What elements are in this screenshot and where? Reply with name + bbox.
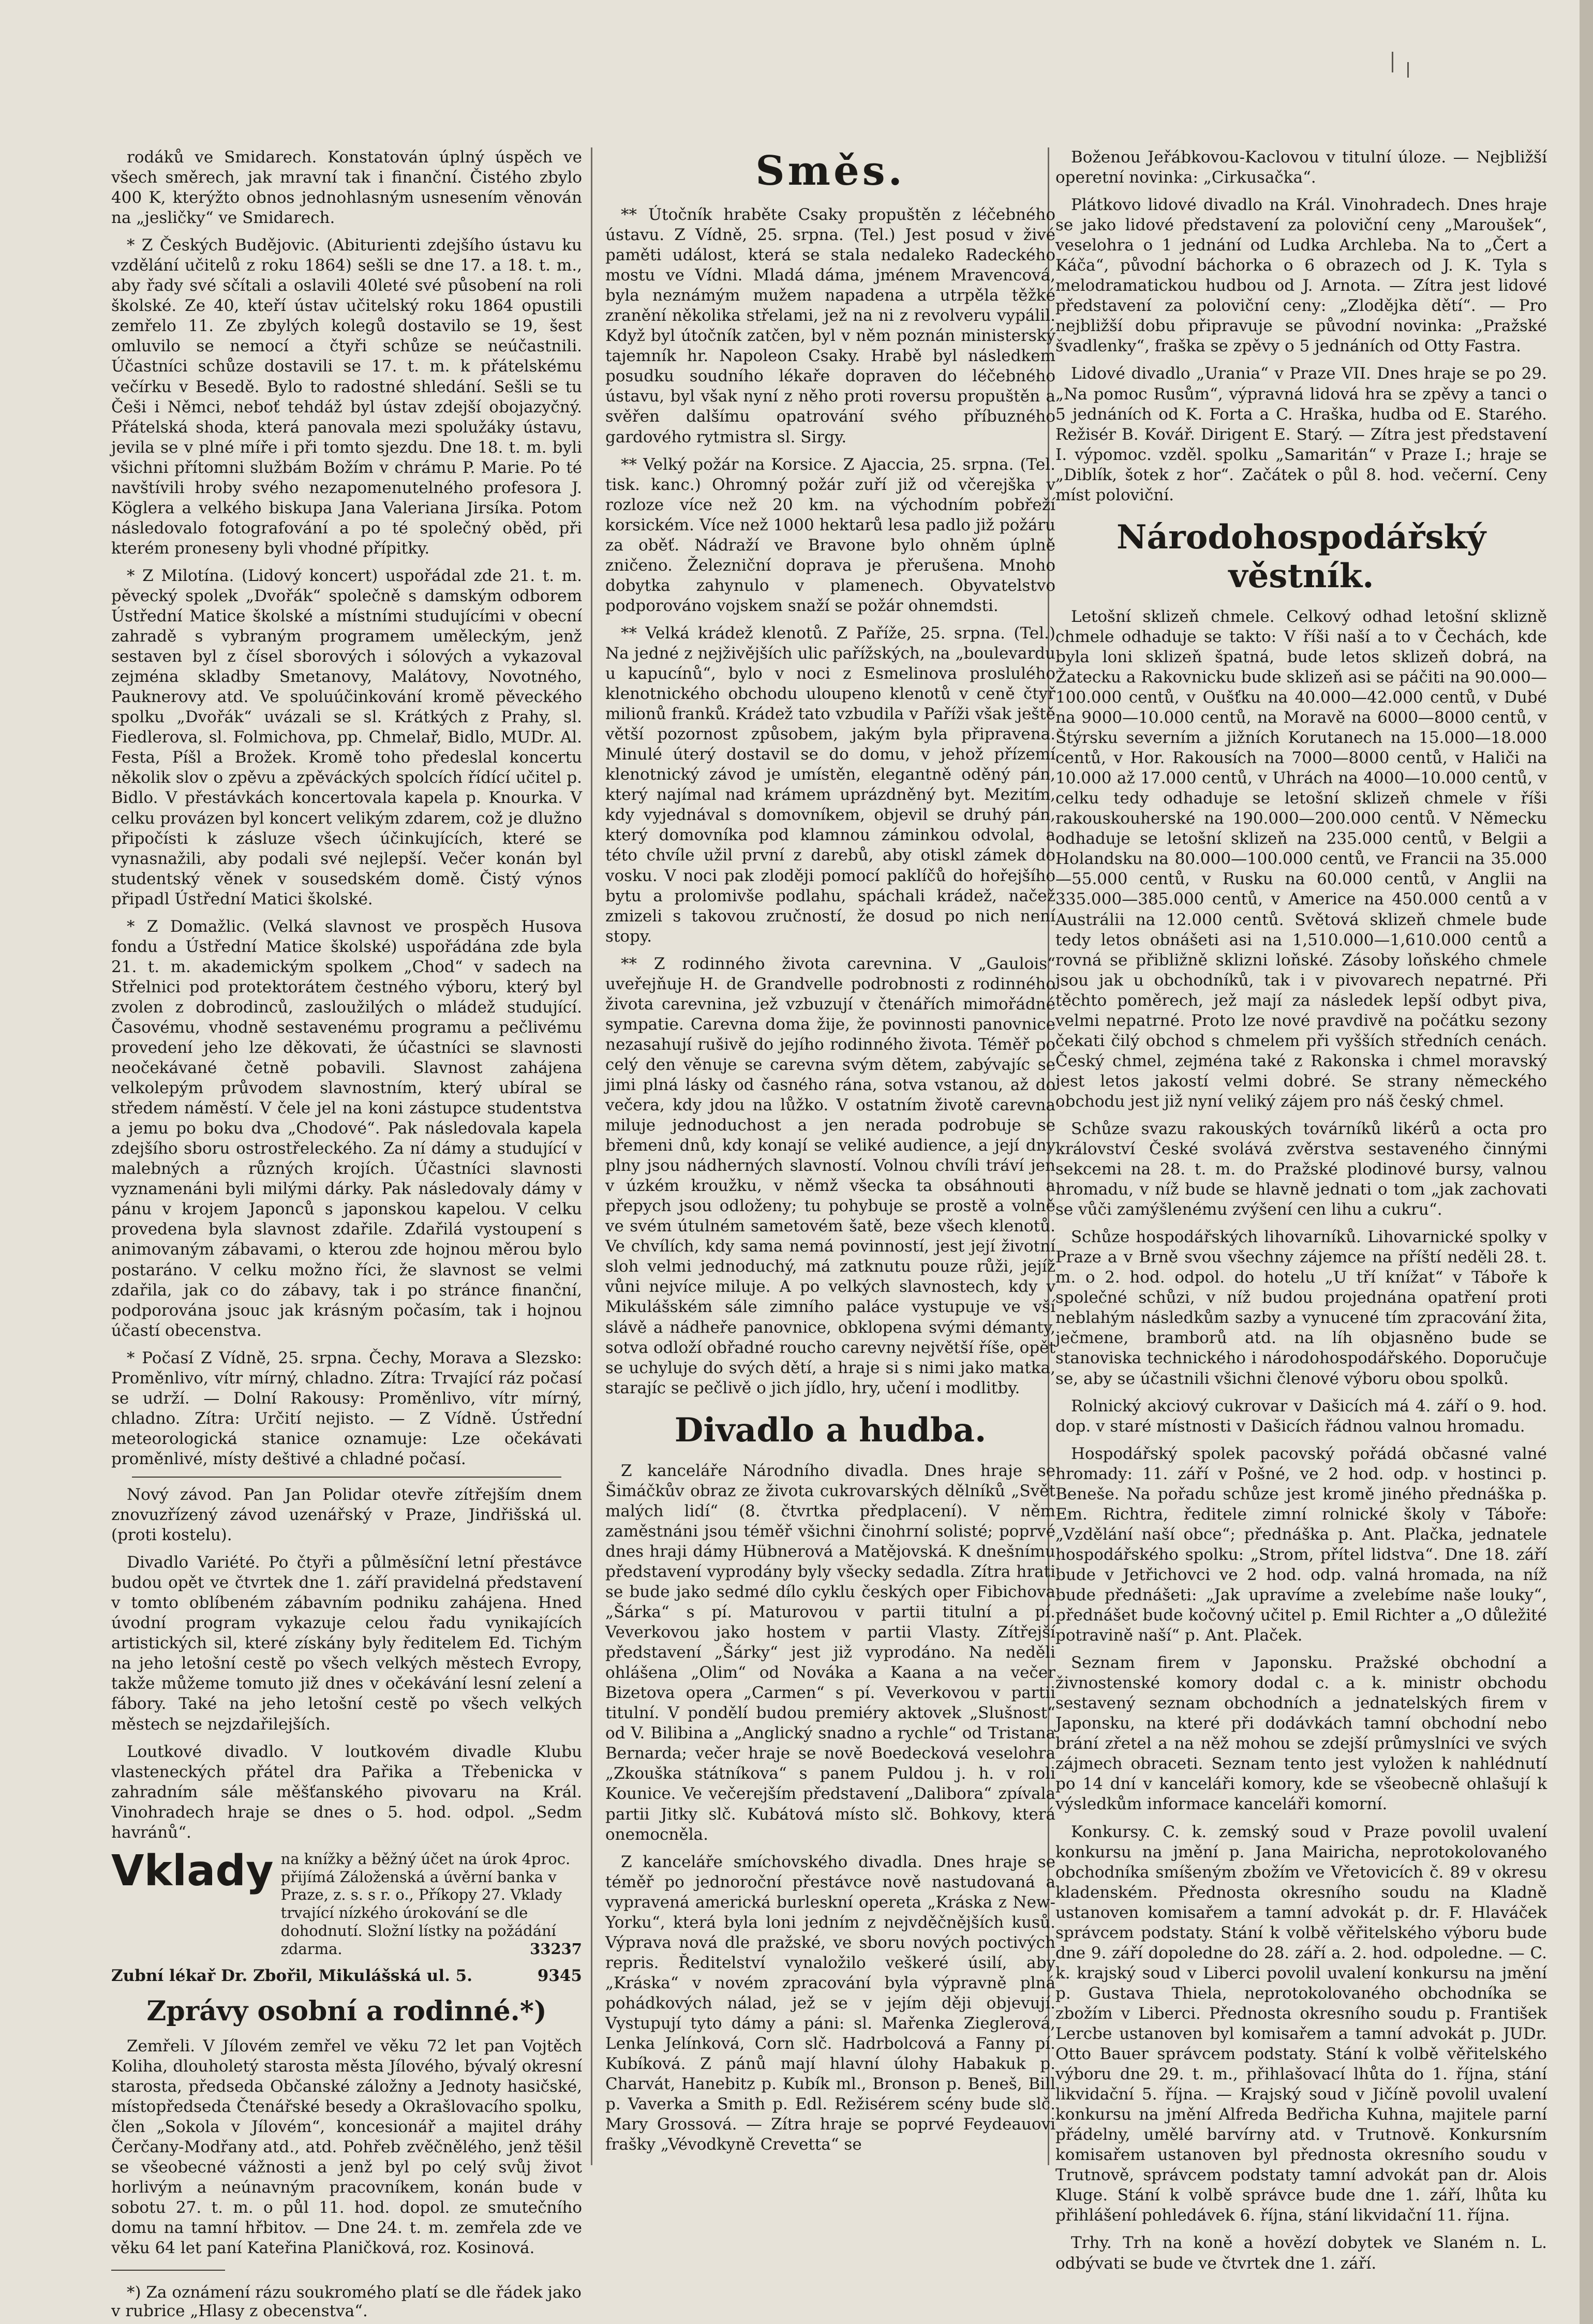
article-paragraph: Z kanceláře smíchovského divadla. Dnes hraje se téměř po jednoroční přestávce nově nastudovaná a vypravená americká burleskní opereta „Kráska z New-Yorku“, která byla loni jedním z nejvděčnějších kusů. Výprava nová dle pražské, ve sboru nových poctivých repris. Ředitelství vynaložilo veškeré úsilí, aby „Kráska“ v novém zpracování byla výpravně plná pohádkových nálad, jež se v jejím ději objevují. Vystupují tyto dámy a páni: sl. Mařenka Zieglerová, Lenka Jelínková, Corn slč. Hadrbolcová a Fanny pí. Kubíková. Z pánů mají hlavní úlohy Habakuk p. Charvát, Hanebitz p. Kubík ml., Bronson p. Beneš, Bill p. Vaverka a Smith p. Edl. Režisérem scény bude slč. Mary Grossová. — Zítra hraje se poprvé Feydeauovi frašky „Vévodkyně Crevetta“ se xyxy=(605,1852,1055,2154)
article-paragraph: rodáků ve Smidarech. Konstatován úplný úspěch ve všech směrech, jak mravní tak i finanční. Čistého zbylo 400 K, kterýžto obnos jednohlasným usnesením věnován na „jesličky“ ve Smidarech. xyxy=(111,148,582,228)
pencil-marks xyxy=(1387,52,1418,88)
section-title-economy: Národohospodářský věstník. xyxy=(1116,517,1486,595)
article-paragraph: ** Útočník hraběte Csaky propuštěn z léčebného ústavu. Z Vídně, 25. srpna. (Tel.) Jest posud v živé paměti událost, která se stala nedaleko Radeckého mostu ve Vídni. Mladá dáma, jménem Mravencová, byla neznámým mužem napadena a utrpěla těžké zranění několika střelami, jež na ni z revolveru vypálil. Když byl útočník zatčen, byl v něm poznán ministerský tajemník hr. Napoleon Csaky. Hrabě byl následkem posudku soudního lékaře dopraven do léčebného ústavu, byl však nyní z něho proti roversu propuštěn a svěřen dalšímu opatrování svého příbuzného gardového rytmistra sl. Sirgy. xyxy=(605,205,1055,446)
column-right xyxy=(1055,147,1547,2273)
ad-code: 33237 xyxy=(530,1940,582,1958)
ad-body: na knížky a běžný účet na úrok 4proc. přijímá Záloženská a úvěrní banka v Praze, z. s. s r. o., Příkopy 27. Vklady trvající nízkého úrokování se dle dohodnutí. Složní lístky na požádání zdarma. xyxy=(280,1850,571,1958)
ad-headline: Vklady xyxy=(111,1846,274,1896)
section-title-theatre: Divadlo a hudba. xyxy=(674,1410,987,1450)
bank-advertisement xyxy=(111,1846,582,1958)
article-paragraph: Schůze svazu rakouských továrníků likérů a octa pro království České svolává zvěrstva sestaveného činnými sekcemi na 28. t. m. do Pražské plodinové bursy, valnou hromadu, v níž bude se hlavně jednati o tom „jak zachovati se vůči zamýšlenému zvýšení cen lihu a cukru“. xyxy=(1055,1119,1547,1219)
article-paragraph: * Z Milotína. (Lidový koncert) uspořádal zde 21. t. m. pěvecký spolek „Dvořák“ společně s damským odborem Ústřední Matice školské a místními studujícími v obecní zahradě s vybraným programem uměleckým, jenž sestaven byl z čísel sborových i sólových a vykazoval zejména skladby Smetanovy, Malátovy, Novotného, Pauknerovy atd. Ve spoluúčinkování kromě pěveckého spolku „Dvořák“ uvázali se sl. Krátkých z Prahy, sl. Fiedlerova, sl. Folmichova, pp. Chmelař, Bidlo, MUDr. Al. Festa, Píšl a Brožek. Kromě toho předeslal koncertu několik slov o zpěvu a zpěváckých spolcích řídící učitel p. Bidlo. V přestávkách koncertovala kapela p. Knourka. V celku provázen byl koncert velikým zdarem, což je dlužno připočísti k zásluze všech účinkujících, které se vynasnažili, aby podali své nejlepší. Večer konán byl studentský věnek v sousedském domě. Čistý výnos připadl Ústřední Matici školské. xyxy=(111,566,582,908)
article-paragraph: Divadlo Variété. Po čtyři a půlměsíční letní přestávce budou opět ve čtvrtek dne 1. září pravidelná představení v tomto oblíbeném zábavním podniku zahájena. Hned úvodní program vykazuje celou řadu vynikajících artistických sil, které získány byly ředitelem Ed. Tichým na jeho letošní cestě po všech velkých městech Evropy, takže můžeme tomuto již dnes v očekávání lesní zelení a fábory. Také na jeho letošní cestě po všech velkých městech se nejzdařilejších. xyxy=(111,1553,582,1734)
article-paragraph: Seznam firem v Japonsku. Pražské obchodní a živnostenské komory dodal c. a k. ministr obchodu sestavený seznam obchodních a jednatelských firem v Japonsku, na které při dodávkách tamní obchodní nebo brání zřetel a na něž mohou se zdejší průmyslníci ve svých zájmech obraceti. Seznam tento jest vyložen k nahlédnutí po 14 dní v kanceláři komory, kde se všeobecně ohlašují k výsledkům informace kanceláři komorní. xyxy=(1055,1653,1547,1814)
article-paragraph: Hospodářský spolek pacovský pořádá občasné valné hromady: 11. září v Pošné, ve 2 hod. odp. v hostinci p. Beneše. Na pořadu schůze jest kromě jiného přednáška p. Em. Richtra, ředitele zimní rolnické školy v Táboře: „Vzdělání naší obce“; přednáška p. Ant. Plačka, jednatele hospodářského spolku: „Strom, přítel lidstva“. Dne 18. září bude v Jetřichovci ve 2 hod. odp. valná hromada, na níž bude přednášeti: „Jak upravíme a zvelebíme naše louky“, přednášet bude kočovný učitel p. Emil Richter a „O důležité potravině naší“ p. Ant. Plaček. xyxy=(1055,1444,1547,1645)
column-left xyxy=(111,147,582,2321)
article-paragraph: Letošní sklizeň chmele. Celkový odhad letošní sklizně chmele odhaduje se takto: V říši naší a to v Čechách, kde byla loni sklizeň špatná, bude letos sklizeň dobrá, na Žatecku a Rakovnicku bude sklizeň asi se páčiti na 90.000—100.000 centů, v Oušťku na 40.000—42.000 centů, v Dubé na 9000—10.000 centů, na Moravě na 6000—8000 centů, v Štýrsku severním a jižních Korutanech na 15.000—18.000 centů, v Hor. Rakousích na 7000—8000 centů, v Haliči na 10.000 až 17.000 centů, v Uhrách na 4000—10.000 centů, v celku tedy odhaduje se letošní sklizeň chmele v říši rakouskouherské na 190.000—200.000 centů. V Německu odhaduje se letošní sklizeň na 235.000 centů, v Belgii a Holandsku na 80.000—100.000 centů, ve Francii na 35.000—55.000 centů, v Rusku na 60.000 centů, v Anglii na 335.000—385.000 centů, v Americe na 450.000 centů a v Austrálii na 12.000 centů. Světová sklizeň chmele bude tedy letos obnášeti asi na 1,510.000—1,610.000 centů a rovná se přibližně sklizni loňské. Zásoby loňského chmele jsou jak u obchodníků, tak i v pivovarech nepatrné. Při těchto poměrech, jež mají za následek lepší odbyt piva, velmi nepatrné. Proto lze nové pravdivě na počátku sezony čekati čilý obchod s chmelem při vyšších středních cenách. Český chmel, zejména také z Rakonska i chmel moravský jest letos jakostí velmi dobré. Se strany německého obchodu jest již nyní veliký zájem pro náš český chmel. xyxy=(1055,607,1547,1111)
article-paragraph: Plátkovo lidové divadlo na Král. Vinohradech. Dnes hraje se jako lidové představení za poloviční ceny „Maroušek“, veselohra o 1 jednání od Ludka Archleba. Na to „Čert a Káča“, původní báchorka o 6 obrazech od J. K. Tyla s melodramatickou hudbou od J. Arnota. — Zítra jest lidové představení za poloviční ceny: „Zlodějka dětí“. — Pro nejbližší dobu připravuje se původní novinka: „Pražské švadlenky“, fraška se zpěvy o 5 jednáních od Otty Fastra. xyxy=(1055,196,1547,356)
article-paragraph: Rolnický akciový cukrovar v Dašicích má 4. září o 9. hod. dop. v staré místnosti v Dašicích řádnou valnou hromadu. xyxy=(1055,1396,1547,1436)
article-paragraph: ** Velká krádež klenotů. Z Paříže, 25. srpna. (Tel.) Na jedné z nejživějších ulic pařížských, na „boulevardu u kapucínů“, bylo v noci z Esmelinova proslulého klenotnického obchodu uloupeno klenotů v ceně čtyř milionů franků. Krádež tato vzbudila v Paříži však ještě větší pozornost způsobem, jakým byla připravena. Minulé úterý dostavil se do domu, v jehož přízemí klenotnický závod je umístěn, elegantně oděný pán, který najímal nad krámem uprázdněný byt. Mezitím, kdy vyjednával s domovníkem, objevil se druhý pán, který domovníka pod klamnou záminkou odvolal, a této chvíle užil první z darebů, aby otiskl zámek do vosku. V noci pak zloději pomocí paklíčů do hořejšího bytu a prolomivše podlahu, spáchali krádež, načež zmizeli s takovou zručností, že dosud po nich není stopy. xyxy=(605,623,1055,946)
article-paragraph: * Z Českých Budějovic. (Abiturienti zdejšího ústavu ku vzdělání učitelů z roku 1864) sešli se dne 17. a 18. t. m., aby řady své sčítali a oslavili 40leté své působení na roli školské. Ze 40, kteří ústav učitelský roku 1864 opustili zemřelo 11. Ze zbylých kolegů dostavilo se 19, šest omluvilo se nemocí a čtyři schůze se neúčastnili. Účastníci schůze dostavili se 17. t. m. k přátelskému večírku v Besedě. Bylo to radostné shledání. Sešli se tu Češi i Němci, neboť tehdáž byl ústav zdejší obojazyčný. Přátelská shoda, která panovala mezi spolužáky ústavu, jevila se v plné míře i při tomto sjezdu. Dne 18. t. m. byli všichni přítomni službám Božím v chrámu P. Marie. Po té navštívili hroby svého nezapomenutelného profesora J. Köglera a velkého biskupa Jana Valeriana Jirsíka. Potom následovalo fotografování a po té společný oběd, při kterém proneseny byli vhodné přípitky. xyxy=(111,236,582,558)
article-paragraph: * Z Domažlic. (Velká slavnost ve prospěch Husova fondu a Ústřední Matice školské) uspořádána zde byla 21. t. m. akademickým spolkem „Chod“ v sadech na Střelnici pod protektorátem čestného výboru, který byl zvolen z dobrodinců, zasloužilých o mládež studující. Časovému, vhodně sestavenému programu a pečlivému provedení jeho lze děkovati, že účastníci se slavnosti neočekávané četně pobavili. Slavnost zahájena velkolepým průvodem slavnostním, který ubíral se středem náměstí. V čele jel na koni zástupce studentstva a jemu po boku dva „Chodové“. Pak následovala kapela zdejšího sboru ostrostřeleckého. Za ní dámy a studující v malebných a různých krojích. Účastníci slavnosti vyznamenáni byli milými dárky. Pak následovaly dámy v pánu v krojem Japonců s japonskou kapelou. V celku provedena byla slavnost zdařile. Zdařilá vystoupení s animovaným zábavami, o kterou zde hojnou měrou bylo postaráno. V celku možno říci, že slavnost se velmi zdařila, jak co do zábavy, tak i po stránce finanční, podporována jsouc jak krásným počasím, tak i hojnou účastí obecenstva. xyxy=(111,917,582,1340)
article-paragraph: ** Z rodinného života carevnina. V „Gaulois“ uveřejňuje H. de Grandvelle podrobnosti z rodinného života carevnina, jež vzbuzují v čtenářích mimořádné sympatie. Carevna doma žije, že povinnosti panovnice nezasahují rušivě do jejího rodinného života. Téměř po celý den věnuje se carevna svým dětem, zabývajíc se jimi plná lásky od časného rána, sotva vstanou, až do večera, kdy jdou na lůžko. V ostatním životě carevna miluje jednoduchost a jen nerada podrobuje se břemeni dnů, kdy konají se veliké audience, a její dny plny jsou nádherných slavností. Volnou chvíli tráví jen v úzkém kroužku, v němž všecka ta obsáhnouti a přepych jsou odloženy; tu pohybuje se prostě a volně ve svém útulném sametovém šatě, beze všech klenotů. Ve chvílích, kdy sama nemá povinností, jest její životní sloh velmi jednoduchý, má zatknutu pouze růži, jejíž vůni nejvíce miluje. A po velkých slavnostech, kdy v Mikulášském sále zimního paláce vystupuje ve vší slávě a nádheře panovnice, obklopena svými démanty, sotva odloží obřadné roucho carevny největší říše, opět se uchyluje do svých dětí, a hraje si s nimi jako matka, starajíc se pečlivě o jich jídlo, hry, učení i modlitby. xyxy=(605,954,1055,1397)
section-title-smes: Směs. xyxy=(755,147,905,195)
article-paragraph: Konkursy. C. k. zemský soud v Praze povolil uvalení konkursu na jmění p. Jana Mairicha, neprotokolovaného obchodníka smíšeným zbožím ve Vřetovicích č. 89 v okresu kladenském. Přednosta okresního soudu na Kladně ustanoven komisařem a tamní advokát p. dr. F. Hlaváček správcem podstaty. Stání k volbě věřitelského výboru bude dne 9. září dopoledne do 28. září a. 2. hod. odpoledne. — C. k. krajský soud v Liberci povolil uvalení konkursu na jmění p. Gustava Thiela, neprotokolovaného obchodníka se zbožím v Liberci. Přednosta okresního soudu p. František Lercbe ustanoven byl komisařem a tamní advokát p. JUDr. Otto Bauer správcem podstaty. Stání k volbě věřitelského výboru dne 29. t. m., přihlašovací lhůta do 1. října, stání likvidační 5. října. — Krajský soud v Jičíně povolil uvalení konkursu na jmění Alfreda Bedřicha Kuhna, majitele parní přádelny, umělé barvírny atd. v Trutnově. Konkursním komisařem ustanoven byl přednosta okresního soudu v Trutnově, správcem podstaty tamní advokát pan dr. Alois Kluge. Stání k volbě správce bude dne 1. září, lhůta ku přihlášení pohledávek 6. října, stání likvidační 11. října. xyxy=(1055,1822,1547,2225)
dentist-code: 9345 xyxy=(537,1966,582,1985)
ad-text xyxy=(281,1850,582,1958)
section-title-personal: Zprávy osobní a rodinné.*) xyxy=(146,1995,547,2027)
article-paragraph: Nový závod. Pan Jan Polidar otevře zítřejším dnem znovuzřízený závod uzenářský v Praze, Jindřišská ul. (proti kostelu). xyxy=(111,1485,582,1545)
article-paragraph: ** Velký požár na Korsice. Z Ajaccia, 25. srpna. (Tel. tisk. kanc.) Ohromný požár zuří již od včerejška v rozloze více než 20 km. na východním pobřeží korsickém. Více než 1000 hektarů lesa padlo již požáru za oběť. Nádraží ve Bravone bylo ohněm úplně zničeno. Železniční doprava je přerušena. Mnoho dobytka zahynulo v plamenech. Obyvatelstvo podporováno vojskem snaží se požár ohnemdsti. xyxy=(605,455,1055,615)
article-paragraph: * Počasí Z Vídně, 25. srpna. Čechy, Morava a Slezsko: Proměnlivo, vítr mírný, chladno. Zítra: Trvající ráz počasí se udrží. — Dolní Rakousy: Proměnlivo, vítr mírný, chladno. Zítra: Určití nejisto. — Z Vídně. Ústřední meteorologická stanice oznamuje: Lze očekávati proměnlivé, místy deštivé a chladné počasí. xyxy=(111,1348,582,1468)
column-middle xyxy=(605,147,1055,2217)
article-paragraph: Trhy. Trh na koně a hovězí dobytek ve Slaném n. L. odbývati se bude ve čtvrtek dne 1. září. xyxy=(1055,2233,1547,2273)
article-paragraph: Lidové divadlo „Urania“ v Praze VII. Dnes hraje se po 29. „Na pomoc Rusům“, výpravná lidová hra se zpěvy a tanci o 5 jednáních od K. Forta a C. Hraška, hudba od E. Starého. Režisér B. Kovář. Dirigent E. Starý. — Zítra jest představení I. výpomoc. vzděl. spolku „Samaritán“ v Praze I.; hraje se „Diblík, šotek z hor“. Začátek o půl 8. hod. večerní. Ceny míst poloviční. xyxy=(1055,364,1547,504)
dentist-advertisement xyxy=(111,1967,582,1985)
page-edge xyxy=(1580,0,1593,2324)
column-rule xyxy=(591,147,592,2165)
article-paragraph: Loutkové divadlo. V loutkovém divadle Klubu vlasteneckých přátel dra Pařika a Třebenicka v zahradním sále měšťanského pivovaru na Král. Vinohradech hraje se dnes o 5. hod. odpol. „Sedm havránů“. xyxy=(111,1742,582,1842)
article-paragraph: Schůze hospodářských lihovarníků. Lihovarnické spolky v Praze a v Brně svou všechny zájemce na příští neděli 28. t. m. o 2. hod. odpol. do hotelu „U tří knížat“ v Táboře k společné schůzi, v níž budou projednána opatření proti neblahým následkům sazby a vynucené tím zpracování žita, ječmene, bramborů atd. na líh objasněno bude se stanoviska technického i národohospodářského. Doporučuje se, aby se účastnili všichni členové výboru obou spolků. xyxy=(1055,1228,1547,1388)
article-paragraph: Z kanceláře Národního divadla. Dnes hraje se Šimáčkův obraz ze života cukrovarských dělníků „Svět malých lidí“ (8. čtvrtka předplacení). V něm zaměstnáni jsou téměř všichni činohrní solisté; poprvé dnes hraji dámy Hübnerová a Matějovská. K dnešnímu představení vyprodány byly všecky sedadla. Zítra hrati se bude jako sedmé dílo cyklu českých oper Fibichova „Šárka“ s pí. Maturovou v partii titulní a pí. Veverkovou jako hostem v partii Vlasty. Zítřejší představení „Šárky“ jest již vyprodáno. Na neděli ohlášena „Olim“ od Nováka a Kaana a na večer Bizetova opera „Carmen“ s pí. Veverkovou v partii titulní. V pondělí budou premiéry aktovek „Slušnost“ od V. Bilibina a „Anglický snadno a rychle“ od Tristana Bernarda; večer hraje se nově Boedecková veselohra „Zkouška státníkova“ s panem Puldou j. h. v roli Kounice. Ve večerejším představení „Dalibora“ zpívala partii Jitky slč. Kubátová místo slč. Bohkovy, která onemocněla. xyxy=(605,1461,1055,1844)
footnote: *) Za oznámení rázu soukromého platí se dle řádek jako v rubrice „Hlasy z obecenstva“. xyxy=(111,2283,582,2321)
dentist-text: Zubní lékař Dr. Zbořil, Mikulášská ul. 5. xyxy=(111,1966,473,1985)
footnote-rule xyxy=(111,2270,225,2271)
divider xyxy=(132,1477,561,1478)
article-paragraph: Boženou Jeřábkovou-Kaclovou v titulní úloze. — Nejbližší operetní novinka: „Cirkusačka“. xyxy=(1055,148,1547,187)
article-paragraph: Zemřeli. V Jílovém zemřel ve věku 72 let pan Vojtěch Koliha, dlouholetý starosta města Jílového, bývalý okresní starosta, předseda Občanské záložny a Jednoty hasičské, místopředseda Čtenářské besedy a Okrašlovacího spolku, člen „Sokola v Jílovém“, koncesionář a majitel dráhy Čerčany-Modřany atd., atd. Pohřeb zvěčnělého, jenž těšil se všeobecné vážnosti a jenž byl po celý svůj život horlivým a neúnavným pracovníkem, konán bude v sobotu 27. t. m. o půl 11. hod. dopol. ze smutečního domu na tamní hřbitov. — Dne 24. t. m. zemřela zde ve věku 64 let paní Kateřina Planičková, roz. Kosinová. xyxy=(111,2036,582,2258)
